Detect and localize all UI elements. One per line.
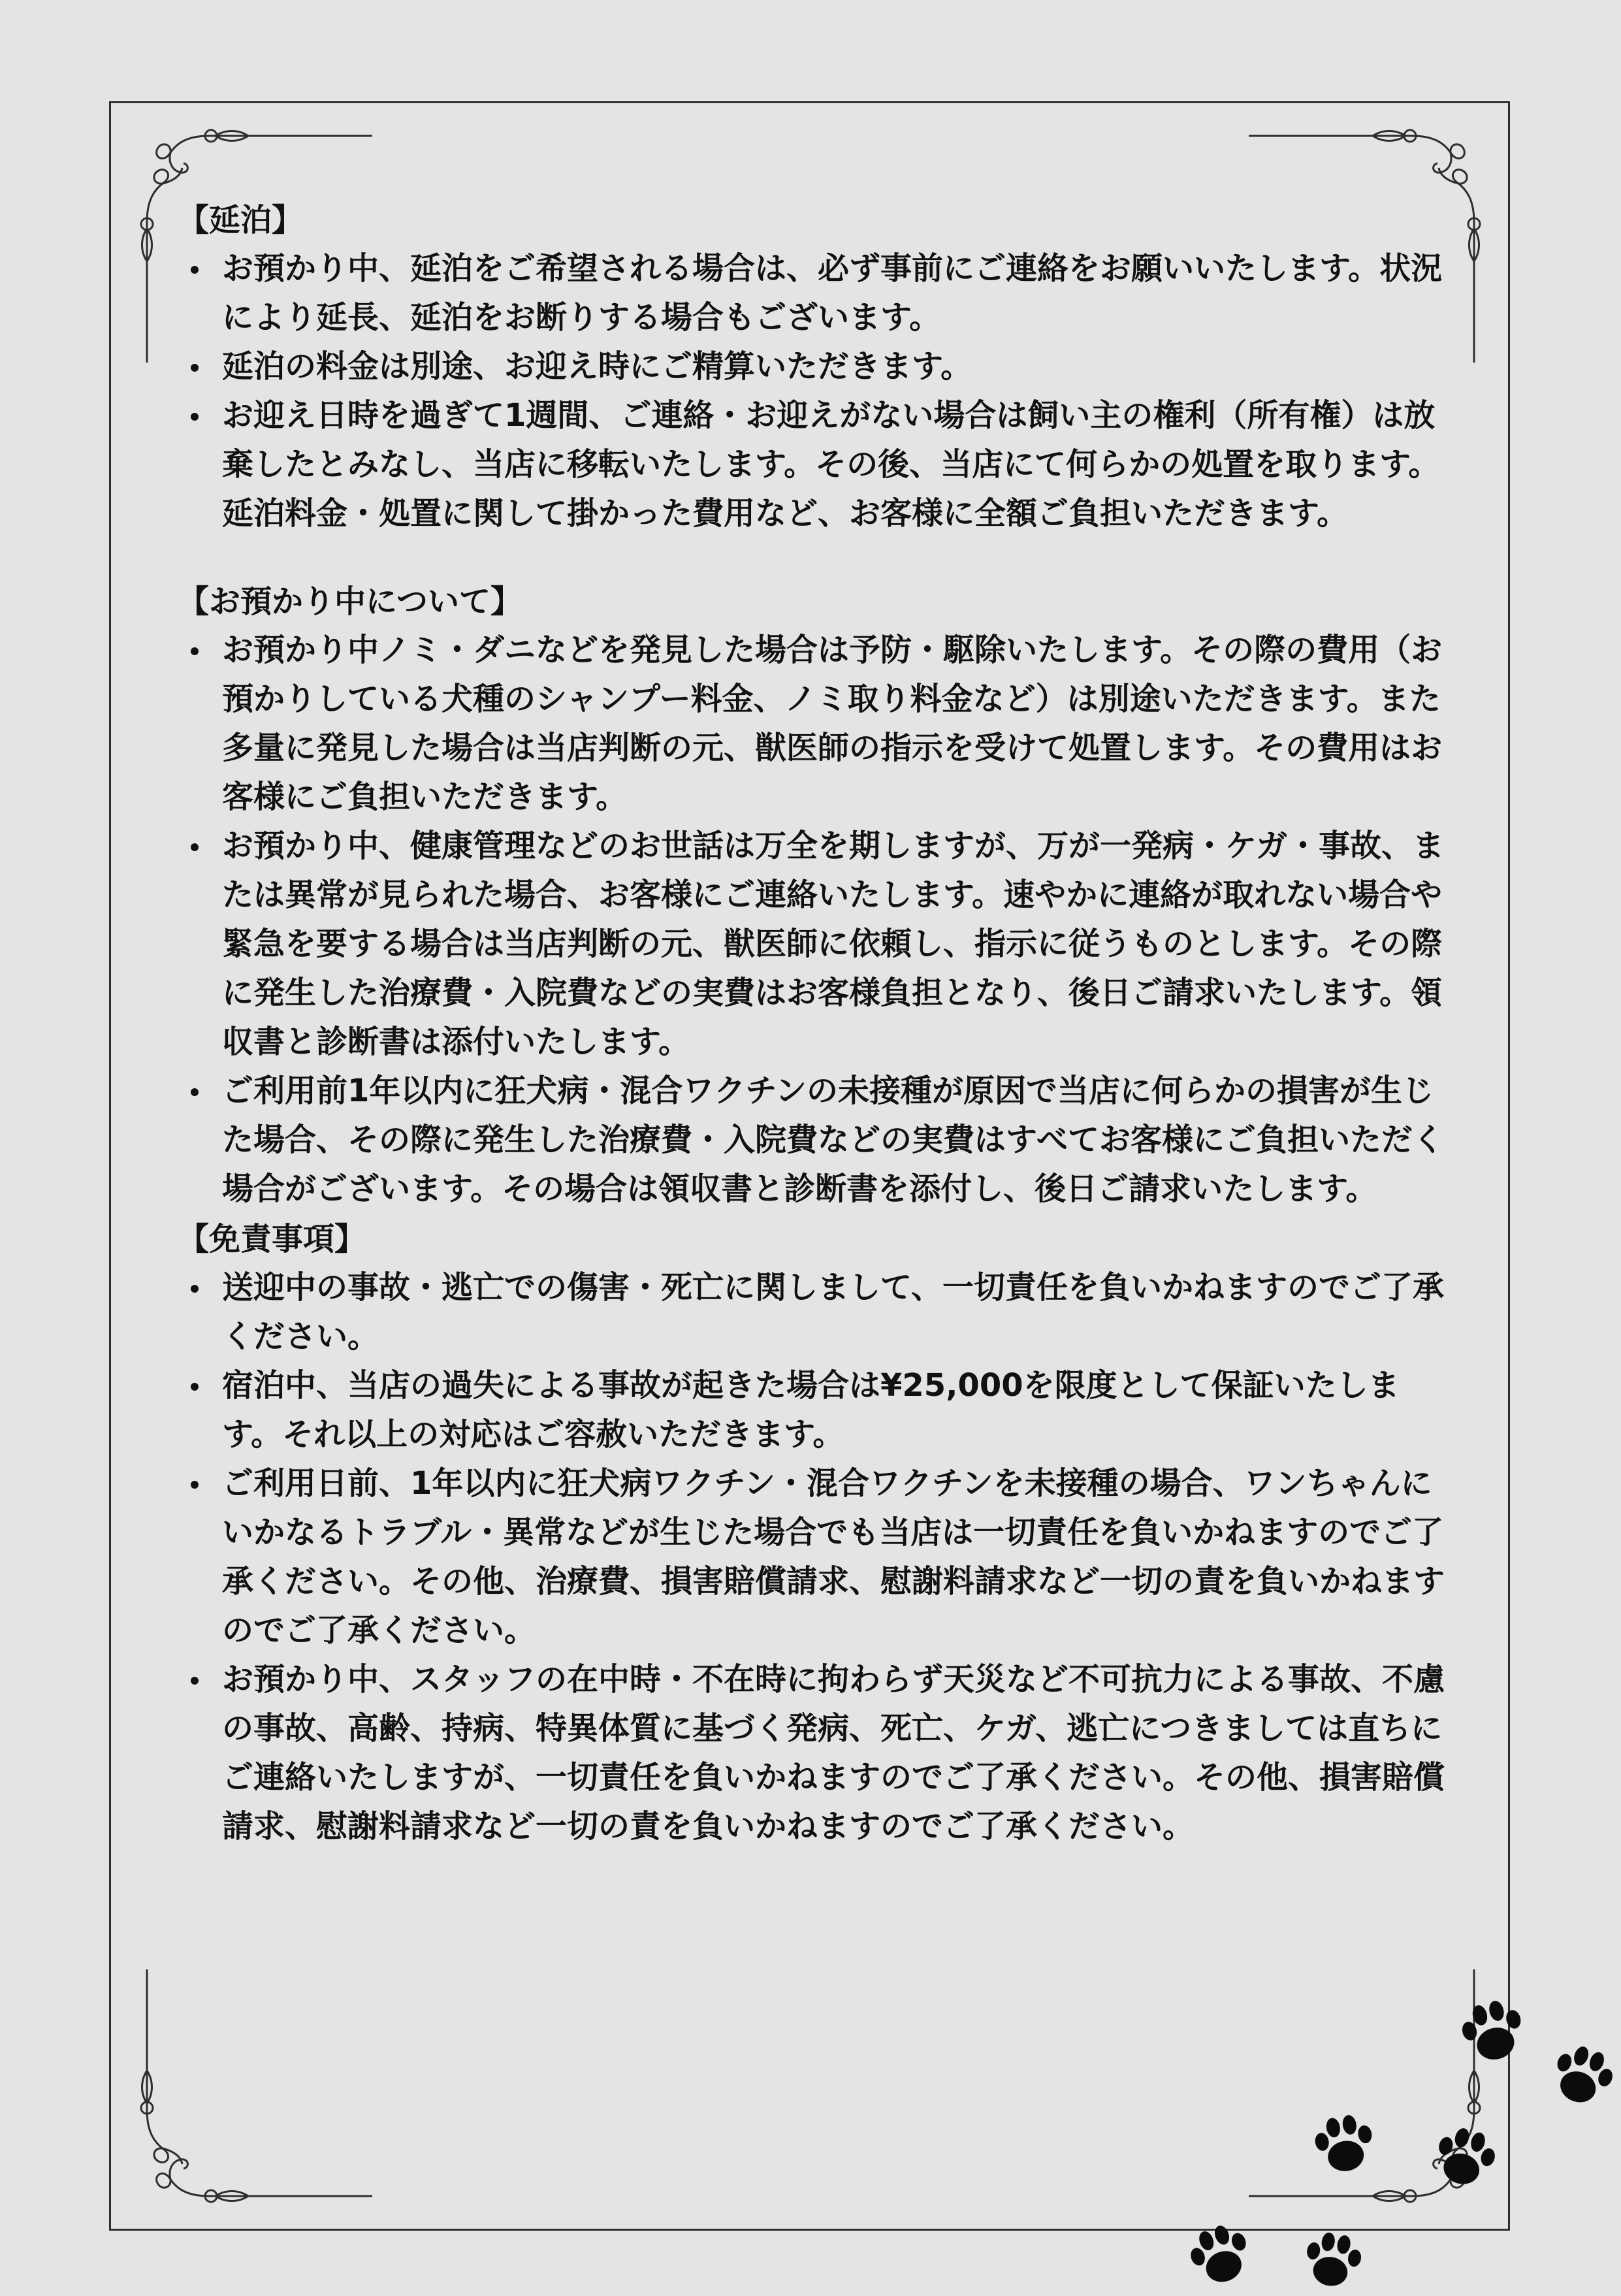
bullet-list	[178, 1263, 1458, 1851]
paw-print-icon	[1296, 2224, 1368, 2296]
section-extended-stay	[178, 196, 1458, 538]
document-body	[178, 196, 1458, 1851]
paw-print-icon	[1427, 2120, 1502, 2195]
list-item: お預かり中、スタッフの在中時・不在時に拘わらず天災など不可抗力による事故、不慮の事故、高齢、持病、特異体質に基づく発病、死亡、ケガ、逃亡につきましては直ちにご連絡いたしますが、一切責任を負いかねますのでご了承ください。その他、損害賠償請求、慰謝料請求など一切の責を負いかねますのでご了承ください。	[222, 1655, 1458, 1851]
list-item: お預かり中、健康管理などのお世話は万全を期しますが、万が一発病・ケガ・事故、または異常が見られた場合、お客様にご連絡いたします。速やかに連絡が取れない場合や緊急を要する場合は当店判断の元、獣医師に依頼し、指示に従うものとします。その際に発生した治療費・入院費などの実費はお客様負担となり、後日ご請求いたします。領収書と診断書は添付いたします。	[222, 822, 1458, 1067]
list-item: お預かり中、延泊をご希望される場合は、必ず事前にご連絡をお願いいたします。状況により延長、延泊をお断りする場合もございます。	[222, 244, 1458, 342]
list-item: お預かり中ノミ・ダニなどを発見した場合は予防・駆除いたします。その際の費用（お預かりしている犬種のシャンプー料金、ノミ取り料金など）は別途いただきます。また多量に発見した場合は当店判断の元、獣医師の指示を受けて処置します。その費用はお客様にご負担いただきます。	[222, 626, 1458, 822]
section-title: 【免責事項】	[178, 1221, 366, 1257]
list-item: 宿泊中、当店の過失による事故が起きた場合は¥25,000を限度として保証いたします。それ以上の対応はご容赦いただきます。	[222, 1361, 1458, 1459]
list-item: ご利用前1年以内に狂犬病・混合ワクチンの未接種が原因で当店に何らかの損害が生じた場合、その際に発生した治療費・入院費などの実費はすべてお客様にご負担いただく場合がございます。その場合は領収書と診断書を添付し、後日ご請求いたします。	[222, 1067, 1458, 1214]
section-title: 【延泊】	[178, 202, 304, 238]
section-during-stay	[178, 577, 1458, 1214]
corner-ornament-bottom-left	[134, 1960, 382, 2208]
list-item: 延泊の料金は別途、お迎え時にご精算いただきます。	[222, 342, 1458, 391]
paw-print-icon	[1182, 2218, 1257, 2293]
section-title: 【お預かり中について】	[178, 583, 522, 620]
paw-print-icon	[1306, 2107, 1381, 2182]
paw-print-icon	[1545, 2038, 1620, 2113]
section-disclaimer	[178, 1215, 1458, 1851]
paw-print-icon	[1453, 1992, 1532, 2071]
bullet-list	[178, 626, 1458, 1214]
list-item: ご利用日前、1年以内に狂犬病ワクチン・混合ワクチンを未接種の場合、ワンちゃんにいかなるトラブル・異常などが生じた場合でも当店は一切責任を負いかねますのでご了承ください。その他、治療費、損害賠償請求、慰謝料請求など一切の責を負いかねますのでご了承ください。	[222, 1459, 1458, 1655]
list-item: 送迎中の事故・逃亡での傷害・死亡に関しまして、一切責任を負いかねますのでご了承ください。	[222, 1263, 1458, 1361]
bullet-list	[178, 244, 1458, 538]
list-item: お迎え日時を過ぎて1週間、ご連絡・お迎えがない場合は飼い主の権利（所有権）は放棄したとみなし、当店に移転いたします。その後、当店にて何らかの処置を取ります。延泊料金・処置に関して掛かった費用など、お客様に全額ご負担いただきます。	[222, 391, 1458, 538]
